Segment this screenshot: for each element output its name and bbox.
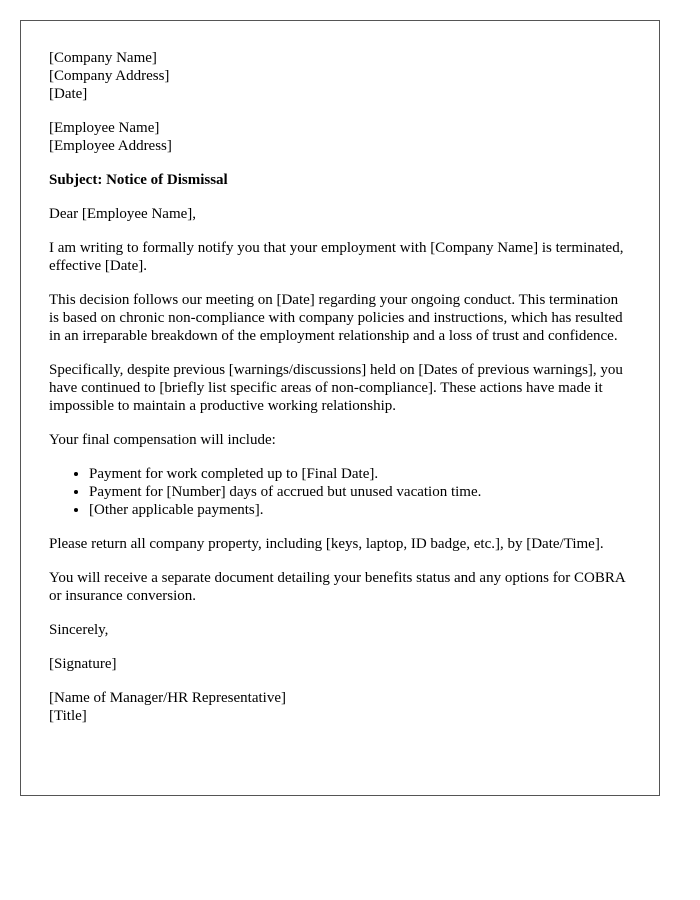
list-item: • Payment for [Number] days of accrued but unused vacation time. [89,483,631,501]
subject-line: Subject: Notice of Dismissal [49,172,228,188]
paragraph-benefits: You will receive a separate document detailing your benefits status and any options for COBRA or insurance conversion. [49,570,625,604]
compensation-list [49,465,631,519]
paragraph-termination-notice: I am writing to formally notify you that your employment with [Company Name] is terminated, effective [Date]. [49,240,624,274]
list-item: • Payment for work completed up to [Final Date]. [89,465,631,483]
employee-address: [Employee Address] [49,138,172,154]
employee-name: [Employee Name] [49,120,160,136]
signatory-title: [Title] [49,708,87,724]
company-address: [Company Address] [49,68,170,84]
signatory-block [49,689,631,725]
salutation: Dear [Employee Name], [49,206,197,222]
list-item: • [Other applicable payments]. [89,501,631,519]
paragraph-return-property: Please return all company property, including [keys, laptop, ID badge, etc.], by [Date/Time]. [49,536,604,552]
paragraph-compensation-intro: Your final compensation will include: [49,432,276,448]
company-name: [Company Name] [49,50,157,66]
recipient-block [49,119,631,155]
sign-off: Sincerely, [49,622,109,638]
dismissal-letter [20,20,660,796]
letter-date: [Date] [49,86,88,102]
paragraph-specifics: Specifically, despite previous [warnings/discussions] held on [Dates of previous warnings], you have continued to [briefly list specific areas of non-compliance]. These actions have made it impossible to maintain a productive working relationship. [49,362,623,414]
paragraph-decision-reason: This decision follows our meeting on [Date] regarding your ongoing conduct. This termination is based on chronic non-compliance with company policies and instructions, which has resulted in an irreparable breakdown of the employment relationship and a loss of trust and confidence. [49,292,623,344]
signature-placeholder: [Signature] [49,656,117,672]
signatory-name: [Name of Manager/HR Representative] [49,690,286,706]
sender-block [49,49,631,103]
